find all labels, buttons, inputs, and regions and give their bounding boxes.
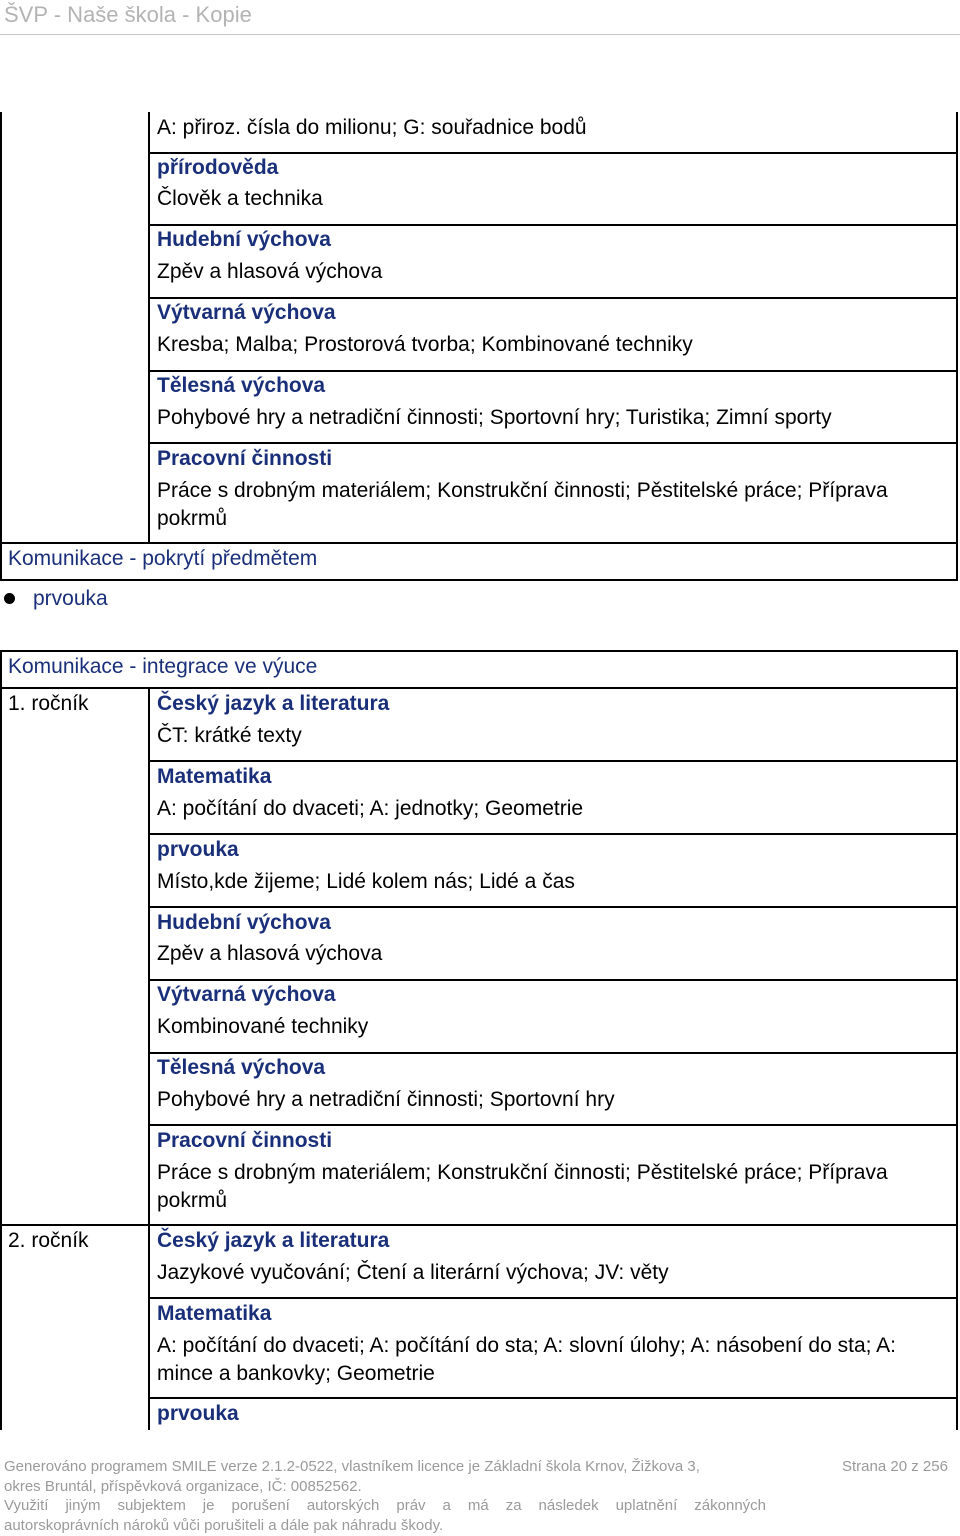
- topics-cesky-jazyk: Jazykové vyučování; Čtení a literární výchova; JV: věty: [157, 1261, 669, 1284]
- row-divider: [0, 687, 958, 689]
- footer-organization-line: okres Bruntál, příspěvková organizace, IČ: 00852562.: [4, 1478, 362, 1495]
- topics-hudebni-vychova: Zpěv a hlasová výchova: [157, 260, 383, 283]
- topics-pracovni-cinnosti: Práce s drobným materiálem; Konstrukční činnosti; Pěstitelské práce; Příprava pokrmů: [157, 479, 888, 530]
- footer-copyright-line-2: autorskoprávních nároků vůči porušiteli a dále pak náhradu škody.: [4, 1517, 444, 1534]
- topics-cesky-jazyk: ČT: krátké texty: [157, 724, 302, 747]
- integration-heading: Komunikace - integrace ve výuce: [8, 655, 318, 678]
- subject-vytvarna-vychova: Výtvarná výchova: [157, 301, 336, 324]
- table-border-right: [956, 650, 958, 1430]
- topics-matematika: A: počítání do dvaceti; A: jednotky; Geometrie: [157, 797, 584, 820]
- row-divider: [148, 906, 958, 908]
- table-border-bottom: [0, 579, 958, 581]
- row-divider: [0, 1224, 958, 1226]
- subject-pracovni-cinnosti: Pracovní činnosti: [157, 1129, 333, 1152]
- subject-prirodoveda: přírodověda: [157, 156, 279, 179]
- topics-telesna-vychova: Pohybové hry a netradiční činnosti; Sportovní hry; Turistika; Zimní sporty: [157, 406, 832, 429]
- subject-pracovni-cinnosti: Pracovní činnosti: [157, 447, 333, 470]
- row-divider: [148, 442, 958, 444]
- subject-vytvarna-vychova: Výtvarná výchova: [157, 983, 336, 1006]
- grade-label-2: 2. ročník: [8, 1229, 89, 1252]
- grade-label-1: 1. ročník: [8, 692, 89, 715]
- subject-hudebni-vychova: Hudební výchova: [157, 228, 331, 251]
- footer-page-number: Strana 20 z 256: [842, 1458, 948, 1475]
- topics-vytvarna-vychova: Kresba; Malba; Prostorová tvorba; Kombinované techniky: [157, 333, 693, 356]
- topics-hudebni-vychova: Zpěv a hlasová výchova: [157, 942, 383, 965]
- subject-prvouka: prvouka: [157, 1402, 239, 1425]
- table-border-left: [0, 112, 2, 580]
- row-divider: [148, 1124, 958, 1126]
- subject-telesna-vychova: Tělesná výchova: [157, 1056, 326, 1079]
- coverage-heading: Komunikace - pokrytí předmětem: [8, 547, 318, 570]
- row-divider: [148, 760, 958, 762]
- topics-telesna-vychova: Pohybové hry a netradiční činnosti; Sportovní hry: [157, 1088, 615, 1111]
- row-divider: [148, 1397, 958, 1399]
- coverage-item-prvouka: prvouka: [33, 587, 108, 610]
- topics-vytvarna-vychova: Kombinované techniky: [157, 1015, 369, 1038]
- footer-generated-line: Generováno programem SMILE verze 2.1.2-0522, vlastníkem licence je Základní škola Krnov, Žižkova 3,: [4, 1458, 700, 1475]
- subject-matematika: Matematika: [157, 1302, 272, 1325]
- footer-copyright-line: Využití jiným subjektem je porušení autorských práv a má za následek uplatnění zákonných: [4, 1497, 766, 1514]
- subject-hudebni-vychova: Hudební výchova: [157, 911, 331, 934]
- subject-telesna-vychova: Tělesná výchova: [157, 374, 326, 397]
- row-divider: [148, 833, 958, 835]
- row-divider: [0, 542, 958, 544]
- topics-matematika: A: počítání do dvaceti; A: počítání do sta; A: slovní úlohy; A: násobení do sta; A: mince a bankovky; Geometrie: [157, 1334, 896, 1385]
- subject-cesky-jazyk: Český jazyk a literatura: [157, 692, 390, 715]
- topics-prirodoveda: Člověk a technika: [157, 187, 323, 210]
- bullet-icon: [4, 593, 15, 604]
- topics-first-line: A: přiroz. čísla do milionu; G: souřadnice bodů: [157, 116, 587, 139]
- table-column-divider: [148, 687, 150, 1430]
- header-divider: [0, 34, 960, 35]
- table-border-left: [0, 650, 2, 1430]
- table-column-divider: [148, 112, 150, 542]
- row-divider: [148, 1297, 958, 1299]
- subject-cesky-jazyk: Český jazyk a literatura: [157, 1229, 390, 1252]
- subject-prvouka: prvouka: [157, 838, 239, 861]
- page-header-title: ŠVP - Naše škola - Kopie: [4, 2, 252, 27]
- topics-prvouka: Místo,kde žijeme; Lidé kolem nás; Lidé a čas: [157, 870, 575, 893]
- subject-matematika: Matematika: [157, 765, 272, 788]
- table-border-top: [0, 650, 958, 652]
- topics-pracovni-cinnosti: Práce s drobným materiálem; Konstrukční činnosti; Pěstitelské práce; Příprava pokrmů: [157, 1161, 888, 1212]
